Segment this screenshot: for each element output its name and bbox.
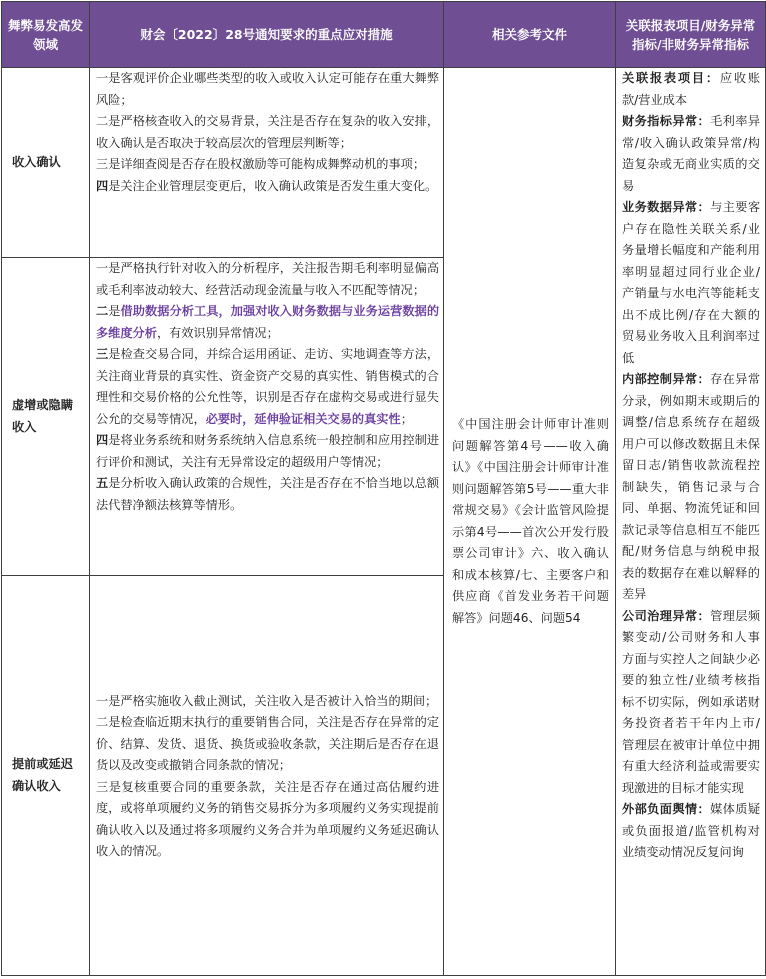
measures-cell (90, 68, 444, 258)
area-cell (2, 258, 90, 576)
header-references: 相关参考文件 (444, 2, 616, 68)
highlight-text: 借助数据分析工具，加强对收入财务数据与业务运营数据的多维度分析 (96, 304, 440, 340)
measure-item: 一是严格执行针对收入的分析程序，关注报告期毛利率明显偏高或毛利率波动较大、经营活动现金流量与收入不匹配等情况； (96, 261, 440, 297)
measure-item: 四是将业务系统和财务系统纳入信息系统一般控制和应用控制进行评价和测试，关注有无异常设定的超级用户等情况； (96, 433, 440, 469)
references-text: 《中国注册会计师审计准则问题解答第4号——收入确认》《中国注册会计师审计准则问题解答第5号——重大非常规交易》《会计监管风险提示第4号——首次公开发行股票公司审计》六、收入确认和成本核算/七、主要客户和供应商《首发业务若干问题解答》问题46、问题54 (452, 417, 609, 625)
area-label: 虚增或隐瞒收入 (12, 398, 73, 434)
indicator-label: 外部负面舆情： (622, 802, 711, 816)
indicator-label: 关联报表项目： (622, 71, 720, 85)
indicator-item: 公司治理异常：管理层频繁变动/公司财务和人事方面与实控人之间缺少必要的独立性/业绩考核指标不切实际，例如承诺财务投资者若干年内上市/管理层在被审计单位中拥有重大经济利益或需要实现激进的目标才能实现 (622, 608, 761, 795)
area-label: 收入确认 (12, 154, 61, 169)
indicator-label: 业务数据异常： (622, 200, 711, 214)
measure-item: 二是严格核查收入的交易背景，关注是否存在复杂的收入安排，收入确认是否取决于较高层次的管理层判断等； (96, 114, 440, 150)
measure-item: 一是客观评价企业哪些类型的收入或收入认定可能存在重大舞弊风险； (96, 71, 440, 107)
measure-item: 三是复核重要合同的重要条款，关注是否存在通过高估履约进度，或将单项履约义务的销售交易拆分为多项履约义务实现提前确认收入以及通过将多项履约义务合并为单项履约义务延迟确认收入的情况。 (96, 779, 440, 858)
header-row (2, 2, 766, 68)
indicator-item: 内部控制异常：存在异常分录，例如期末或期后的调整/信息系统存在超级用户可以修改数据且未保留日志/销售收款流程控制缺失，销售记录与合同、单据、物流凭证和回款记录等信息相互不能匹配/财务信息与纳税申报表的数据存在难以解释的差异 (622, 372, 761, 601)
measure-item: 三是检查交易合同，并综合运用函证、走访、实地调查等方法，关注商业背景的真实性、资金资产交易的真实性、销售模式的合理性和交易价格的公允性等，识别是否存在虚构交易或进行显失公允的交易等情况，必要时，延伸验证相关交易的真实性； (96, 347, 440, 426)
indicator-item: 外部负面舆情：媒体质疑或负面报道/监管机构对业绩变动情况反复问询 (622, 802, 761, 859)
area-cell (2, 576, 90, 976)
measures-cell (90, 258, 444, 576)
measure-item: 二是借助数据分析工具，加强对收入财务数据与业务运营数据的多维度分析，有效识别异常情况； (96, 304, 440, 340)
measure-item: 三是详细查阅是否存在股权激励等可能构成舞弊动机的事项； (96, 157, 426, 171)
measures-cell (90, 576, 444, 976)
indicator-label: 财务指标异常： (622, 114, 711, 128)
header-indicators: 关联报表项目/财务异常指标/非财务异常指标 (616, 2, 766, 68)
measure-item: 四是关注企业管理层变更后，收入确认政策是否发生重大变化。 (96, 178, 438, 193)
area-cell (2, 68, 90, 258)
references-cell (444, 68, 616, 976)
area-label: 提前或延迟确认收入 (12, 757, 73, 793)
measure-item: 五是分析收入确认政策的合规性，关注是否存在不恰当地以总额法代替净额法核算等情形。 (96, 476, 440, 512)
indicator-label: 公司治理异常： (622, 608, 711, 623)
indicators-cell (616, 68, 766, 976)
highlight-text: 必要时，延伸验证相关交易的真实性 (205, 411, 401, 426)
indicator-label: 内部控制异常： (622, 372, 711, 386)
indicator-item: 关联报表项目：应收账款/营业成本 (622, 71, 761, 107)
indicator-item: 财务指标异常：毛利率异常/收入确认政策异常/构造复杂或无商业实质的交易 (622, 114, 761, 193)
header-area: 舞弊易发高发领域 (2, 2, 90, 68)
measure-item: 二是检查临近期末执行的重要销售合同，关注是否存在异常的定价、结算、发货、退货、换货或验收条款，关注期后是否存在退货以及改变或撤销合同条款的情况； (96, 715, 440, 772)
header-measures: 财会〔2022〕28号通知要求的重点应对措施 (90, 2, 444, 68)
table-row (2, 68, 766, 258)
indicator-item: 业务数据异常：与主要客户存在隐性关联关系/业务量增长幅度和产能利用率明显超过同行业企业/产销量与水电汽等能耗支出不成比例/存在大额的贸易业务收入且利润率过低 (622, 200, 761, 365)
measure-item: 一是严格实施收入截止测试，关注收入是否被计入恰当的期间； (96, 693, 438, 708)
fraud-risk-table (1, 1, 766, 976)
